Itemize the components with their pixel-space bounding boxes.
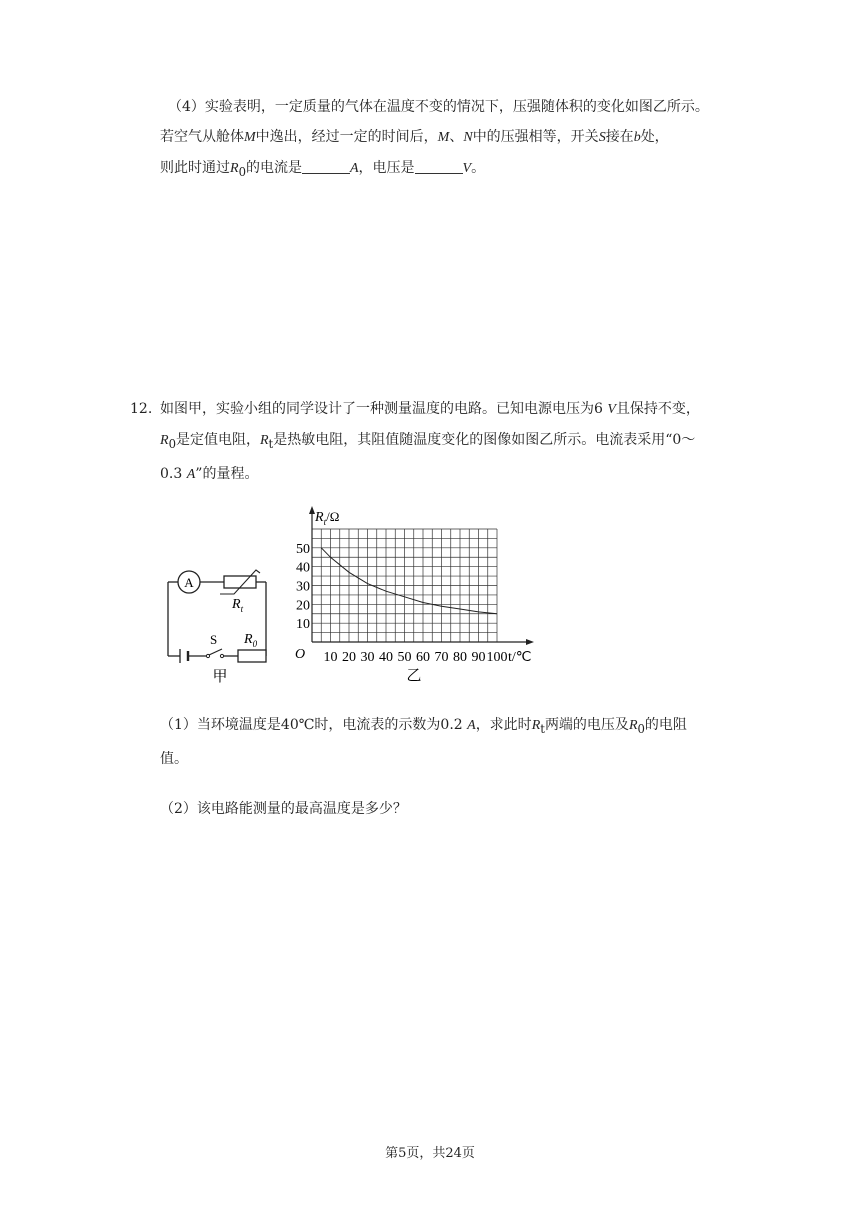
resistance-temperature-chart: [290, 502, 550, 688]
x-tick-label: 100: [486, 650, 508, 665]
x-tick-label: 40: [379, 650, 393, 665]
switch-lever: [209, 649, 222, 655]
thermistor-symbol: [224, 576, 256, 588]
y-tick-label: 50: [296, 541, 310, 557]
chart-grid: [312, 529, 497, 642]
q12-line1: 如图甲，实验小组的同学设计了一种测量温度的电路。已知电源电压为6 V且保持不变，: [160, 401, 700, 417]
q12-line3: 0.3 A”的量程。: [160, 465, 259, 482]
switch-label: S: [210, 632, 218, 647]
x-tick-label: 50: [397, 650, 412, 665]
chart-series-line: [321, 548, 497, 614]
section4-line1: （4）实验表明，一定质量的气体在温度不变的情况下，压强随体积的变化如图乙所示。: [168, 99, 709, 115]
q12-sub1-line1: （1）当环境温度是40℃时，电流表的示数为0.2 A，求此时$R_t$两端的电压及$R_0$的电阻: [160, 717, 687, 736]
chart-caption: 乙: [406, 668, 422, 684]
q12-sub1: [160, 710, 730, 774]
page-footer: 第5页，共24页: [385, 1146, 475, 1161]
section4-paragraph: [160, 92, 730, 187]
circuit-caption: 甲: [212, 669, 228, 685]
y-tick-label: 30: [296, 579, 310, 595]
y-tick-label: 10: [296, 617, 310, 633]
resistor-r0-symbol: [238, 650, 266, 662]
chart-axes: [309, 506, 534, 645]
section4-line3: 则此时通过$R_0$的电流是 A，电压是 V。: [160, 160, 486, 179]
x-tick-label: 30: [360, 650, 375, 665]
question12-stem: [160, 394, 730, 490]
resistor-r0-label: $R_0$: [244, 632, 258, 649]
q12-sub1-line2: 值。: [160, 750, 188, 767]
chart-xlabel: t/℃: [508, 650, 532, 665]
y-tick-label: 20: [296, 598, 310, 614]
ammeter-label: A: [184, 575, 194, 590]
switch-contact-right: [220, 654, 223, 657]
circuit-diagram: [160, 560, 280, 690]
x-tick-label: 10: [323, 650, 338, 665]
answer-blank-current[interactable]: [302, 159, 350, 174]
y-tick-label: 40: [296, 560, 310, 576]
x-tick-label: 20: [342, 650, 356, 665]
chart-ylabel: $R_t/\Omega$: [315, 509, 340, 527]
answer-blank-voltage[interactable]: [415, 159, 463, 174]
x-tick-label: 60: [416, 650, 430, 665]
thermistor-label: $R_t$: [232, 597, 244, 614]
x-tick-label: 90: [471, 650, 486, 665]
q12-line2: $R_0$是定值电阻，$R_t$是热敏电阻，其阻值随温度变化的图像如图乙所示。电流表采用“0～: [160, 432, 696, 451]
question-number: 12.: [130, 401, 153, 417]
x-axis-arrow: [526, 639, 534, 645]
q12-sub2: （2）该电路能测量的最高温度是多少？: [160, 801, 407, 817]
x-tick-label: 70: [434, 650, 449, 665]
section4-line2: 若空气从舱体M中逸出，经过一定的时间后，M、N中的压强相等，开关S接在b处，: [160, 129, 669, 145]
chart-origin: O: [295, 647, 306, 662]
x-tick-label: 80: [453, 650, 467, 665]
